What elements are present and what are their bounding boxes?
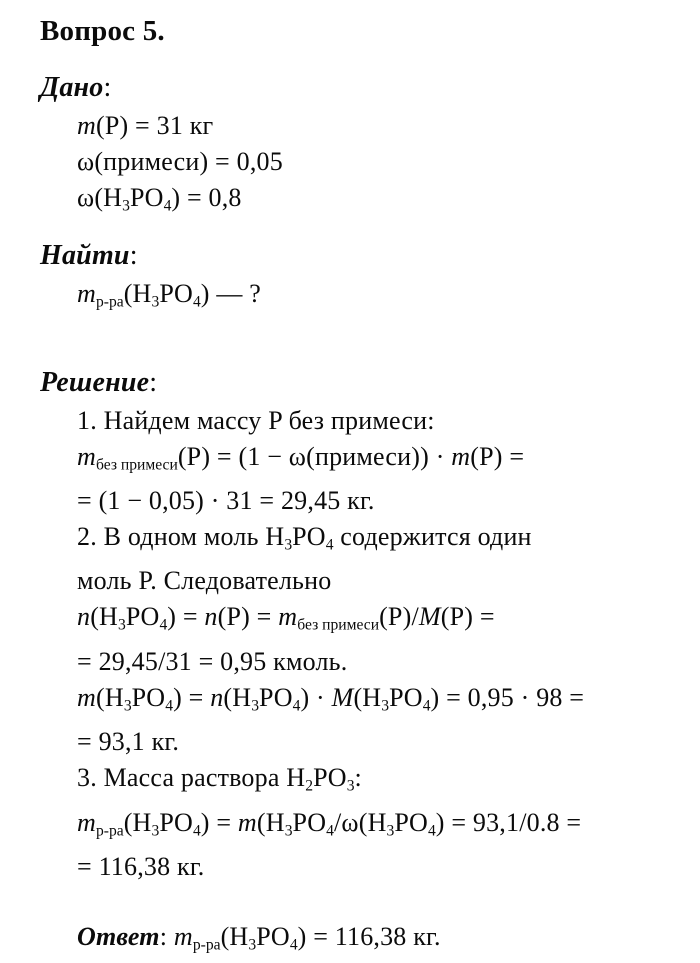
run-text: ) = 0,8 <box>171 183 242 212</box>
subscript-text: р-ра <box>95 821 124 839</box>
subscript-text: 3 <box>284 536 293 554</box>
run-text: Дано <box>40 72 104 103</box>
run-text: ) = 0,95 · 98 = <box>430 682 585 712</box>
run-text: ) = <box>173 682 211 712</box>
run-text: (H <box>123 279 152 309</box>
subscript-text: 3 <box>346 777 355 795</box>
solution-heading <box>0 365 700 401</box>
subscript-text: 3 <box>122 197 130 215</box>
run-text: M <box>331 682 354 712</box>
given-line-mass <box>0 108 700 144</box>
run-text: = 116,38 кг. <box>77 851 205 881</box>
solution-formula-1-result <box>0 483 700 519</box>
run-text: (H <box>123 807 152 837</box>
question-title <box>0 12 700 50</box>
run-text: PO <box>125 602 160 632</box>
run-text: ) · <box>300 682 332 712</box>
run-text: m <box>173 921 193 951</box>
subscript-text: 4 <box>427 821 436 839</box>
solution-formula-2-result <box>0 644 700 680</box>
run-text: = 29,45/31 = 0,95 кмоль. <box>77 646 348 676</box>
run-text: M <box>418 602 441 632</box>
run-text: n <box>77 602 91 632</box>
run-text: моль P. Следовательно <box>77 566 332 596</box>
solution-formula-1 <box>0 439 700 483</box>
run-text: Ответ <box>77 921 160 951</box>
run-text: /ω(H <box>333 807 387 837</box>
subscript-text: 3 <box>381 697 390 715</box>
run-text: ) = 116,38 кг. <box>297 921 441 951</box>
subscript-text: 4 <box>422 697 431 715</box>
subscript-text: 4 <box>192 293 201 311</box>
run-text: (P) = <box>470 441 525 471</box>
subscript-text: 3 <box>251 697 260 715</box>
run-text: (P) = 31 кг <box>95 111 214 140</box>
solution-step-2 <box>0 519 700 563</box>
run-text: : <box>103 72 112 103</box>
run-text: (H <box>223 682 252 712</box>
subscript-text: 3 <box>151 821 160 839</box>
run-text: : <box>354 763 362 793</box>
solution-formula-2 <box>0 599 700 643</box>
run-text: ) — ? <box>200 279 261 309</box>
subscript-text: 3 <box>123 697 132 715</box>
run-text: : <box>159 921 174 951</box>
solution-formula-3 <box>0 680 700 724</box>
run-text: ω(примеси) = 0,05 <box>77 147 283 176</box>
run-text: ω(H <box>77 183 123 212</box>
subscript-text: 3 <box>248 936 257 954</box>
run-text: (P) = (1 − ω(примеси)) · <box>177 441 452 471</box>
run-text: Решение <box>40 366 150 398</box>
run-text: (P)/ <box>379 602 419 632</box>
run-text: Вопрос 5. <box>40 15 165 47</box>
run-text: n <box>204 602 218 632</box>
run-text: m <box>77 682 96 712</box>
subscript-text: 3 <box>118 616 126 634</box>
run-text: PO <box>256 921 290 951</box>
run-text: n <box>210 682 224 712</box>
run-text: PO <box>394 807 428 837</box>
subscript-text: 3 <box>151 293 160 311</box>
subscript-text: 4 <box>325 536 334 554</box>
solution-formula-4-result <box>0 849 700 885</box>
subscript-text: без примеси <box>297 616 380 634</box>
subscript-text: 3 <box>386 821 395 839</box>
run-text: PO <box>389 682 423 712</box>
run-text: PO <box>159 279 193 309</box>
run-text: PO <box>159 807 193 837</box>
run-text: m <box>237 807 257 837</box>
solution-step-2-cont <box>0 563 700 599</box>
subscript-text: 4 <box>292 697 301 715</box>
run-text: m <box>77 807 96 837</box>
subscript-text: 4 <box>159 616 168 634</box>
run-text: PO <box>129 183 164 212</box>
run-text: ) = <box>200 807 238 837</box>
run-text: 3. Масса раствора H <box>77 763 306 793</box>
run-text: ) = 93,1/0.8 = <box>435 807 582 837</box>
subscript-text: 4 <box>192 821 201 839</box>
run-text: 2. В одном моль H <box>77 522 285 552</box>
subscript-text: р-ра <box>95 293 124 311</box>
run-text: (H <box>95 682 124 712</box>
solution-formula-4 <box>0 805 700 849</box>
run-text: m <box>278 602 298 632</box>
run-text: ) = <box>167 602 205 632</box>
run-text: PO <box>259 682 293 712</box>
run-text: 1. Найдем массу P без примеси: <box>77 405 435 435</box>
given-line-impurity <box>0 144 700 180</box>
solution-formula-3-result <box>0 724 700 760</box>
run-text: содержится один <box>333 522 532 552</box>
solution-step-1 <box>0 403 700 439</box>
subscript-text: р-ра <box>192 936 221 954</box>
run-text: (P) = <box>217 602 279 632</box>
run-text: : <box>149 366 158 398</box>
run-text: (H <box>90 602 119 632</box>
run-text: m <box>77 111 96 140</box>
subscript-text: 2 <box>305 777 314 795</box>
run-text: (H <box>353 682 382 712</box>
subscript-text: 4 <box>326 821 334 839</box>
run-text: (H <box>256 807 285 837</box>
subscript-text: без примеси <box>95 456 178 474</box>
find-heading <box>0 238 700 274</box>
run-text: PO <box>313 763 347 793</box>
subscript-text: 4 <box>163 197 172 215</box>
answer-line <box>0 919 700 963</box>
run-text: Найти <box>40 240 130 272</box>
run-text: (P) = <box>440 602 495 632</box>
run-text: PO <box>131 682 166 712</box>
run-text: = (1 − 0,05) · 31 = 29,45 кг. <box>77 486 375 516</box>
run-text: PO <box>292 807 327 837</box>
subscript-text: 4 <box>165 697 174 715</box>
run-text: m <box>451 441 471 471</box>
given-line-fraction <box>0 180 700 224</box>
run-text: = 93,1 кг. <box>77 727 180 757</box>
find-line <box>0 276 700 320</box>
run-text: m <box>77 441 96 471</box>
run-text: PO <box>292 522 326 552</box>
run-text: m <box>77 279 96 309</box>
run-text: (H <box>220 921 249 951</box>
run-text: : <box>129 240 138 272</box>
subscript-text: 3 <box>284 821 293 839</box>
subscript-text: 4 <box>289 936 298 954</box>
solution-step-3 <box>0 760 700 804</box>
given-heading <box>0 70 700 106</box>
